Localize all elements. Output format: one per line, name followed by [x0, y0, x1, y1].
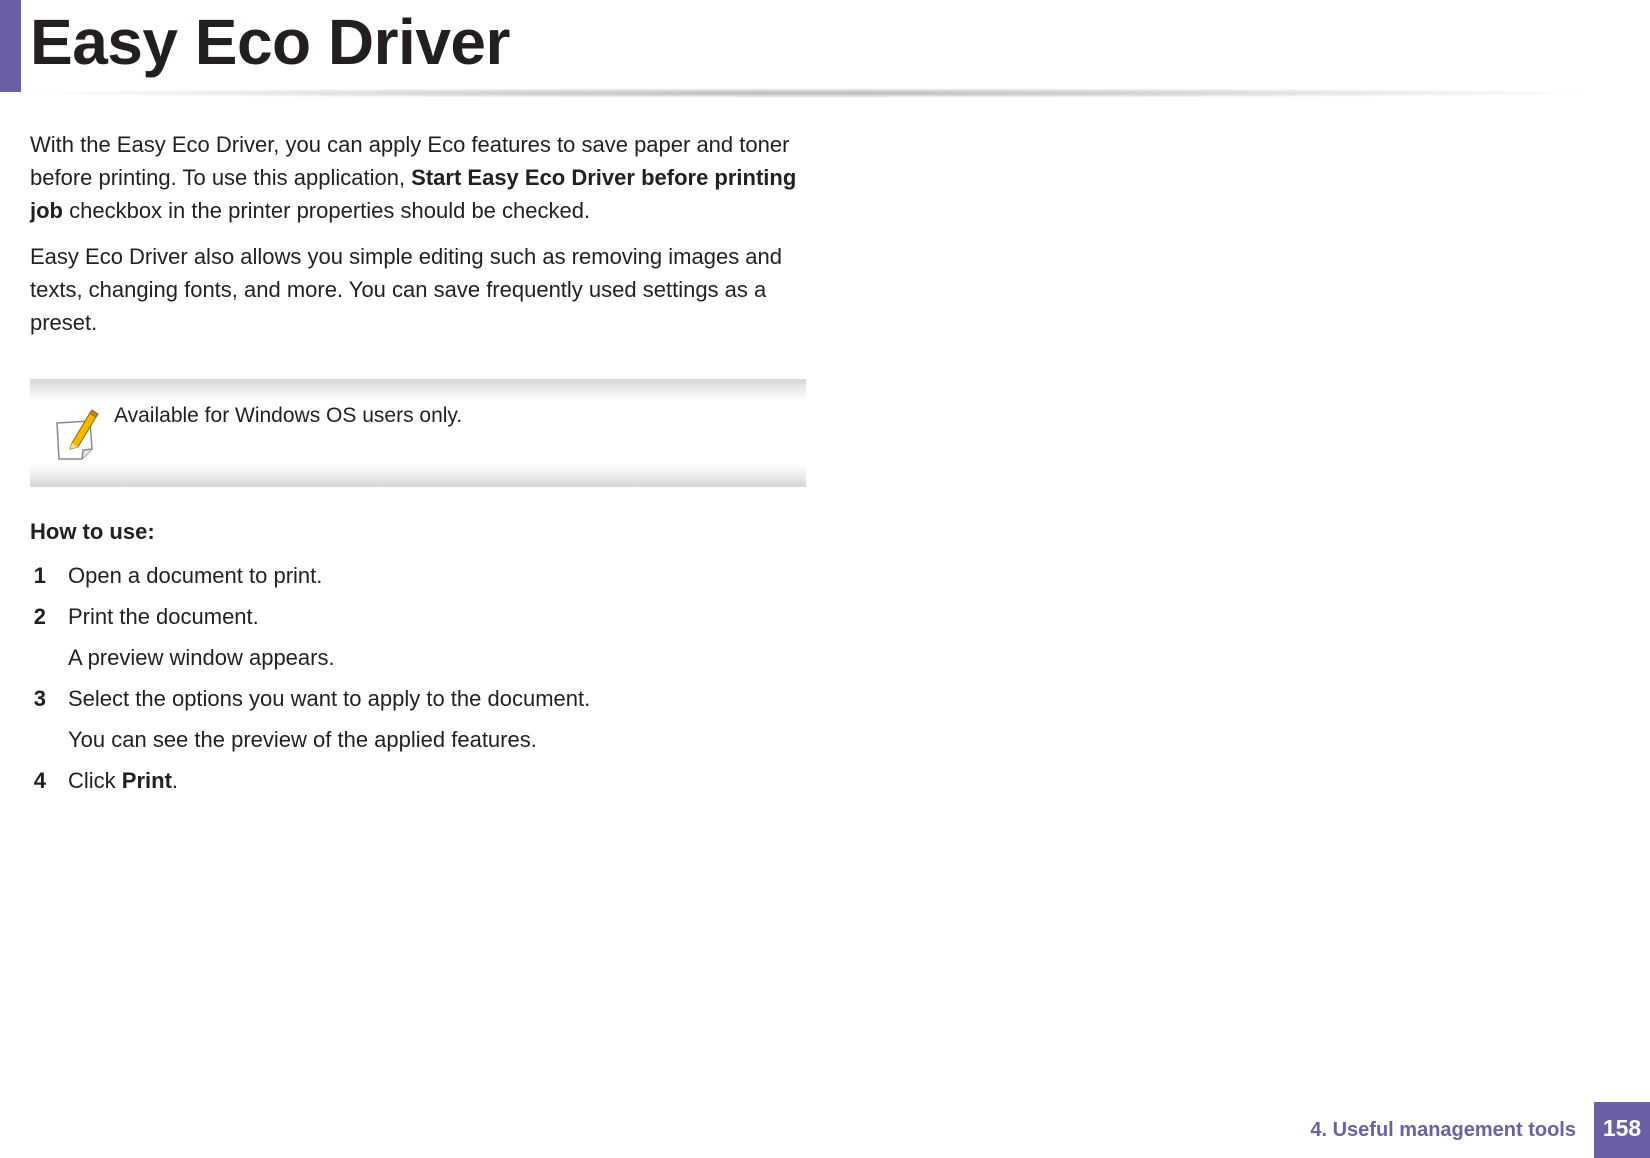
step-number: 4: [33, 768, 46, 793]
step-number: 3: [33, 686, 46, 711]
step-text: Open a document to print.: [68, 563, 323, 588]
note-box: [30, 379, 806, 487]
note-text: Available for Windows OS users only.: [114, 404, 463, 427]
note-top-band: [30, 379, 806, 401]
step-2: [30, 596, 810, 637]
intro-text-after: checkbox in the printer properties should be checked.: [63, 198, 591, 223]
step-number: 1: [33, 563, 46, 588]
intro-paragraph-1: [30, 128, 810, 227]
footer-section-title: 4. Useful management tools: [1310, 1119, 1576, 1141]
note-bottom-band: [30, 465, 806, 487]
print-command-label: Print: [121, 768, 172, 793]
intro-text-before: With the Easy Eco Driver, you can apply Eco features to save paper and toner before printing. To use this application,: [30, 132, 790, 190]
how-to-heading: How to use:: [30, 519, 155, 544]
intro-checkbox-name: Start Easy Eco Driver before printing job: [30, 165, 797, 223]
title-divider: [30, 88, 1590, 98]
step-4-text-before: Click: [68, 768, 122, 793]
step-3-result: You can see the preview of the applied features.: [68, 727, 537, 752]
step-2-result: A preview window appears.: [68, 645, 335, 670]
page-number-badge: 158: [1594, 1102, 1650, 1158]
step-text: Print the document.: [68, 604, 259, 629]
note-pencil-icon: [54, 409, 102, 461]
page-title: Easy Eco Driver: [30, 6, 510, 78]
step-3: [30, 678, 810, 719]
main-content: [30, 128, 810, 801]
step-text: Select the options you want to apply to the document.: [68, 686, 591, 711]
step-1: [30, 555, 810, 596]
step-4-text-after: .: [171, 768, 179, 793]
title-accent-bar: [0, 0, 21, 92]
step-number: 2: [33, 604, 46, 629]
step-4: [30, 760, 810, 801]
intro-paragraph-2: Easy Eco Driver also allows you simple editing such as removing images and texts, changing fonts, and more. You can save frequently used settings as a preset.: [30, 244, 783, 335]
step-text: [68, 760, 178, 801]
